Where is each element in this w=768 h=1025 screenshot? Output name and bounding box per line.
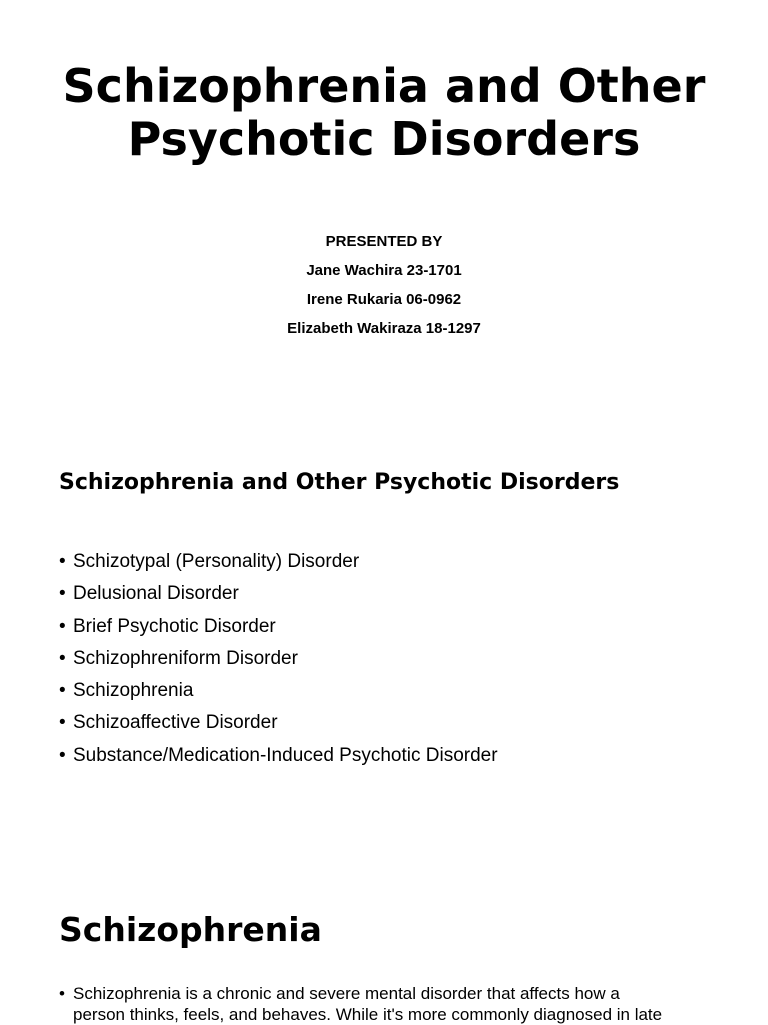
presentation-title: Schizophrenia and Other Psychotic Disorders [62,59,706,166]
list-item-label: Substance/Medication-Induced Psychotic Disorder [73,744,498,766]
list-item [59,643,498,675]
presenter-item: Jane Wachira 23-1701 [306,262,462,279]
body-paragraph [59,983,709,1025]
bullet-icon: • [59,583,66,605]
list-item [59,611,498,643]
list-item [59,675,498,707]
presenter-item: Elizabeth Wakiraza 18-1297 [287,320,481,337]
disorder-list [59,546,498,772]
bullet-icon: • [59,551,66,572]
bullet-icon: • [59,712,66,734]
body-line: Schizophrenia is a chronic and severe mental disorder that affects how a [73,984,620,1003]
disorders-list-slide [0,400,768,870]
section-title: Schizophrenia and Other Psychotic Disorders [59,470,620,495]
list-item-label: Schizoaffective Disorder [73,712,278,734]
bullet-icon: • [59,680,66,702]
presenter-item: Irene Rukaria 06-0962 [306,291,462,308]
bullet-icon: • [59,984,65,1003]
list-item [59,740,498,772]
title-slide [0,0,768,400]
list-item [59,546,498,578]
list-item-label: Schizotypal (Personality) Disorder [73,551,360,572]
list-item [59,707,498,739]
bullet-icon: • [59,647,66,669]
schizophrenia-body [59,983,709,1025]
list-item-label: Delusional Disorder [73,583,239,605]
list-item [59,578,498,610]
list-item-label: Brief Psychotic Disorder [73,615,276,637]
bullet-icon: • [59,615,66,637]
schizophrenia-slide [0,870,768,1024]
presented-by-label: PRESENTED BY [325,233,443,250]
bullet-icon: • [59,744,66,766]
list-item-label: Schizophreniform Disorder [73,647,298,669]
body-line: person thinks, feels, and behaves. While it's more commonly diagnosed in late [73,1005,663,1024]
presenter-list [0,227,768,343]
schizophrenia-title: Schizophrenia [59,910,322,949]
list-item-label: Schizophrenia [73,680,194,702]
